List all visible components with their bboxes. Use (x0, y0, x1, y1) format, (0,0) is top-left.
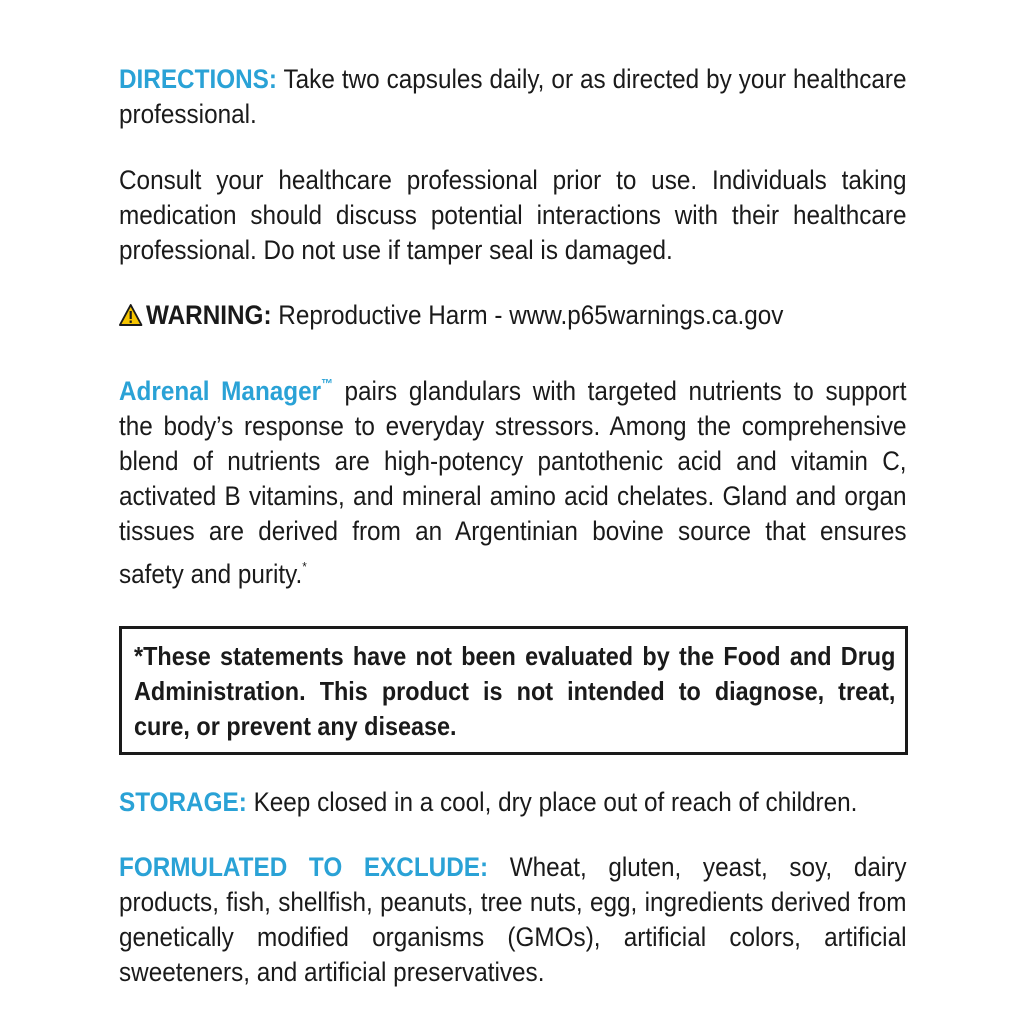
warning-triangle-icon (119, 301, 142, 336)
exclusions-heading: FORMULATED TO EXCLUDE: (119, 852, 489, 882)
directions-text: Take two capsules daily, or as directed by your healthcare professional. (119, 64, 907, 129)
consult-paragraph: Consult your healthcare professional prior to use. Individuals taking medication should discuss potential interactions with their healthcare professional. Do not use if tamper seal is damaged. (119, 165, 907, 265)
supplement-label-panel (119, 62, 907, 990)
product-name: Adrenal Manager (119, 376, 322, 406)
storage-heading: STORAGE: (119, 787, 247, 817)
directions-paragraph (119, 62, 907, 132)
footnote-mark: * (302, 559, 307, 574)
directions-heading: DIRECTIONS: (119, 64, 277, 94)
storage-paragraph (119, 785, 907, 820)
description-text: pairs glandulars with targeted nutrients to support the body’s response to everyday stressors. Among the comprehensive blend of nutrients are high-potency pantothenic acid and vitamin C, activated B vitamins, and mineral amino acid chelates. Gland and organ tissues are derived from an Argentinian bovine source that ensures safety and purity. (119, 376, 907, 589)
exclusions-text: Wheat, gluten, yeast, soy, dairy products, fish, shellfish, peanuts, tree nuts, egg, ingredients derived from genetically modified organisms (GMOs), artificial colors, artificial sweeteners, and artificial preservatives. (119, 852, 907, 987)
description-paragraph (119, 366, 907, 592)
warning-label: WARNING: (146, 300, 272, 330)
storage-text: Keep closed in a cool, dry place out of reach of children. (246, 787, 858, 817)
warning-text: Reproductive Harm - www.p65warnings.ca.gov (271, 300, 784, 330)
warning-line (119, 298, 907, 336)
trademark-mark: ™ (321, 376, 333, 391)
fda-disclaimer-box (119, 626, 908, 755)
exclusions-paragraph (119, 850, 907, 990)
fda-disclaimer-text: *These statements have not been evaluated by the Food and Drug Administration. This product is not intended to diagnose, treat, cure, or prevent any disease. (134, 641, 896, 741)
